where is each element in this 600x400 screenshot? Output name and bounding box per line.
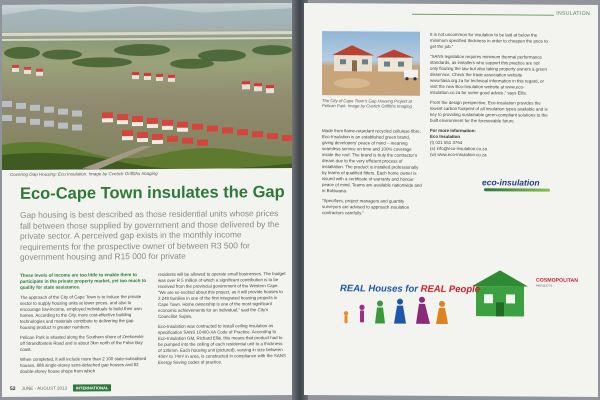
body-paragraph: “SANS legislation requires minimum thermal performance standards, as installers who support this practice are not only flouting the law but also taking property owners a green disservice. Check the trade association website www.tiasa.org.za for technical information in this regard, or visit the new Eco-Insulation website at www.eco-insulation.co.za for some good advice,” says Ellis. (430, 53, 547, 96)
contact-title: For more information: (430, 127, 476, 134)
right-column-2 (430, 32, 548, 163)
contact-email: (e) info@eco-insulation.co.za (430, 145, 487, 152)
body-paragraph: Made from flame-retardant recycled cellulose fibre, Eco-Insulation is an established green brand, giving developers’ peace of mind – meaning seamless service on time and 100% coverage inside the roof. The brand is truly the contractor’s dream due to the very efficient process of installation. The product is installed professionally by teams of qualified fitters. Each home owner is issued with a certificate of warranty and honour peace of mind. Teams are available nationwide and in Botswana. (322, 128, 422, 194)
body-paragraph: “Specifiers, project managers and quantity surveyors are advised to approach insulation contractors carefully.” (322, 198, 410, 216)
cosmopolitan-logo (536, 279, 578, 289)
contact-phone: (t) 021 551 3764 (430, 139, 463, 146)
contact-website: (w) www.eco-insulation.co.za (430, 151, 487, 158)
body-paragraph: These levels of income are too little to enable them to participate in the private property market, yet too much to qualify for state assistance. (20, 272, 147, 290)
advert-slogan (340, 283, 480, 295)
article-standfirst: Gap housing is best described as those residential units whose prices fall between those supplied by government and those delivered by the private sector. A perceived gap exists in the monthly income requirements for the prospective owner of between R3 500 for government housing and R15 000 for private (20, 208, 280, 263)
body-paragraph: Eco-Insulation was contracted to install ceiling insulation as specification SANS 10400-XA Code of Practice. According to Eco-Insulation GM, Richard Ellis, this means that product had to be pumped into the ceiling of each residential unit to a thickness of 135mm. Each housing unit (pictured), varying in size between 40m² to 74m² in area, is constructed in compliance with the SANS Energy Saving codes of practice. (158, 323, 286, 365)
aerial-housing-photo (2, 3, 296, 170)
section-tag: INSULATION (556, 10, 590, 17)
section-rule (412, 14, 554, 16)
right-page (304, 3, 598, 397)
left-photo-caption: Covering Gap Housing: Eco Insulation. Image by Cvetich Griffiths Imaging (10, 170, 158, 177)
house-photo (322, 31, 420, 96)
right-photo-caption: The City of Cape Town’s Gap Housing Project at Pelican Park. Image by Cvetich Griffiths Imaging (322, 98, 412, 109)
body-paragraph: Pelican Park is situated along the Southern shore of Zeekoevlei off Strandfontein Road and is about 3km north of the False Bay coast. (20, 334, 144, 352)
publication-logo: INTERNATIONAL (73, 384, 111, 391)
left-page-footer (10, 384, 111, 392)
slogan-part-1: REAL Houses for (340, 283, 418, 295)
body-paragraph: From the design perspective, Eco-Insulation provides the lowest carbon footprint of all insulation types available and is key to providing sustainable green-compliant solutions to the built environment for the foreseeable future. (430, 99, 548, 124)
body-paragraph: When completed, it will include more than 2 100 state-subsidised houses, 686 single-storey semi-detached gap houses and 82 double-storey house shops from which (20, 356, 147, 374)
eco-insulation-logo-text: eco-insulation (482, 177, 540, 188)
body-paragraph: It is not uncommon for insulation to be laid at below the minimum specified thickness in order to cheapen the price to get the job.” (430, 31, 548, 50)
page-number: 52 (10, 385, 16, 392)
cosmopolitan-advert (322, 263, 584, 345)
slogan-part-2: REAL People (420, 283, 481, 296)
issue-date: JUNE - AUGUST 2013 (21, 385, 67, 391)
cosmopolitan-sub: PROJECTS (536, 283, 553, 288)
left-body-columns (20, 271, 288, 385)
left-column-1 (20, 272, 148, 379)
left-page (2, 3, 296, 397)
left-column-2 (158, 271, 286, 370)
body-paragraph: residents will be allowed to operate small businesses. The budget was over R 5 million of which a significant contribution is to be received from the provincial government of the Western Cape. “We are so excited about this project, as it will provide houses to 3 248 families in one of the first integrated housing projects in Cape Town. Home ownership is one of the most significant economic achievements for an individual,” said the City’s Councillor Sujala. (158, 271, 286, 319)
house-photo-illustration (322, 31, 420, 96)
contact-block (430, 128, 548, 159)
cosmopolitan-brand: COSMOPOLITAN (536, 277, 578, 284)
aerial-photo-illustration (2, 3, 296, 170)
body-paragraph: The approach of the City of Cape Town is to induce the private sector to supply housing units at lower prices, and also to encourage low-income, employed individuals to build their own homes. According to the City, more cost-effective building technologies and materials contribute to delivering the gap housing product in greater numbers. (20, 294, 142, 330)
eco-insulation-logo (482, 177, 554, 196)
advert-illustration (322, 263, 584, 345)
contact-company: Eco Insulation (430, 133, 461, 140)
logo-swoosh (484, 188, 550, 191)
right-column-1 (322, 128, 422, 221)
article-headline: Eco-Cape Town insulates the Gap (20, 183, 285, 203)
